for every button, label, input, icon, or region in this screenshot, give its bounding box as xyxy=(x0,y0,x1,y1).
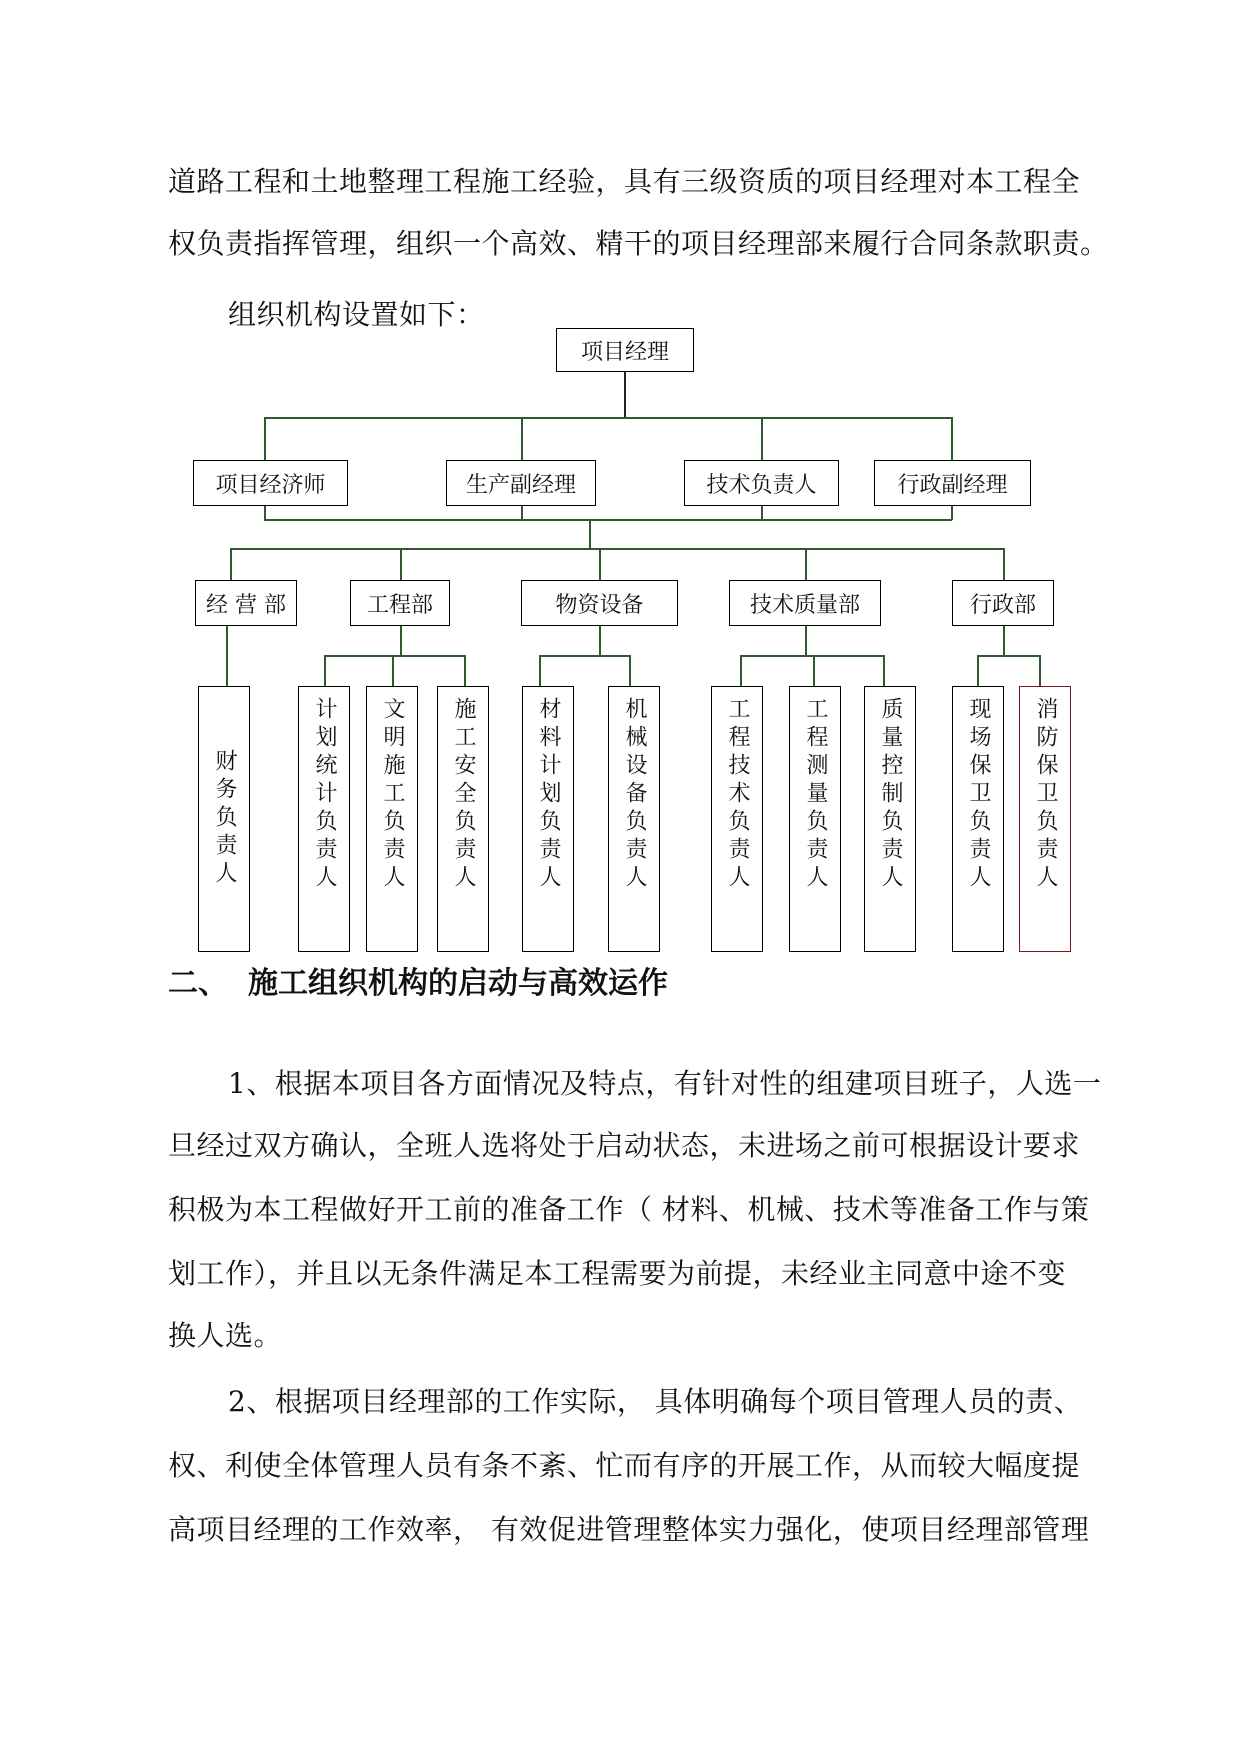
intro-line-1: 道路工程和土地整理工程施工经验，具有三级资质的项目经理对本工程全 xyxy=(168,165,1081,198)
org-leaf-fire-security: 消防保卫负责人 xyxy=(1019,686,1071,952)
paragraph-line: 换人选。 xyxy=(168,1319,283,1352)
org-box-admin-dept: 行政部 xyxy=(952,580,1054,626)
org-box-tech-quality-dept: 技术质量部 xyxy=(729,580,881,626)
paragraph-line: 积极为本工程做好开工前的准备工作（ 材料、机械、技术等准备工作与策 xyxy=(168,1193,1090,1226)
org-leaf-material-planning: 材料计划负责人 xyxy=(522,686,574,952)
paragraph-line: 高项目经理的工作效率， 有效促进管理整体实力强化，使项目经理部管理 xyxy=(168,1513,1090,1546)
paragraph-line: 1、根据本项目各方面情况及特点，有针对性的组建项目班子，人选一 xyxy=(228,1067,1102,1100)
org-box-project-manager: 项目经理 xyxy=(556,328,694,372)
org-leaf-site-security: 现场保卫负责人 xyxy=(952,686,1004,952)
org-box-materials-equipment: 物资设备 xyxy=(521,580,678,626)
section-heading xyxy=(168,958,668,1002)
intro-line-2: 权负责指挥管理，组织一个高效、精干的项目经理部来履行合同条款职责。 xyxy=(168,227,1109,260)
org-leaf-surveying: 工程测量负责人 xyxy=(789,686,841,952)
paragraph-line: 权、利使全体管理人员有条不紊、忙而有序的开展工作，从而较大幅度提 xyxy=(168,1449,1081,1482)
org-box-admin-deputy: 行政副经理 xyxy=(874,460,1031,506)
org-leaf-quality-control: 质量控制负责人 xyxy=(864,686,916,952)
org-box-engineering-dept: 工程部 xyxy=(350,580,450,626)
org-box-production-deputy: 生产副经理 xyxy=(446,460,596,506)
org-box-project-economist: 项目经济师 xyxy=(193,460,348,506)
org-leaf-finance: 财务负责人 xyxy=(198,686,250,952)
org-leaf-civilized-construction: 文明施工负责人 xyxy=(366,686,418,952)
paragraph-line: 划工作），并且以无条件满足本工程需要为前提，未经业主同意中途不变 xyxy=(168,1257,1067,1290)
org-leaf-machinery: 机械设备负责人 xyxy=(608,686,660,952)
paragraph-line: 2、根据项目经理部的工作实际， 具体明确每个项目管理人员的责、 xyxy=(228,1385,1083,1418)
section-title: 施工组织机构的启动与高效运作 xyxy=(248,966,668,1001)
intro-line-3: 组织机构设置如下： xyxy=(228,298,485,331)
org-box-business-dept: 经 营 部 xyxy=(195,580,297,626)
org-leaf-construction-safety: 施工安全负责人 xyxy=(437,686,489,952)
org-leaf-engineering-tech: 工程技术负责人 xyxy=(711,686,763,952)
section-number: 二、 xyxy=(168,966,228,1001)
org-leaf-planning-stats: 计划统计负责人 xyxy=(298,686,350,952)
paragraph-line: 旦经过双方确认，全班人选将处于启动状态，未进场之前可根据设计要求 xyxy=(168,1129,1081,1162)
org-box-technical-lead: 技术负责人 xyxy=(684,460,839,506)
